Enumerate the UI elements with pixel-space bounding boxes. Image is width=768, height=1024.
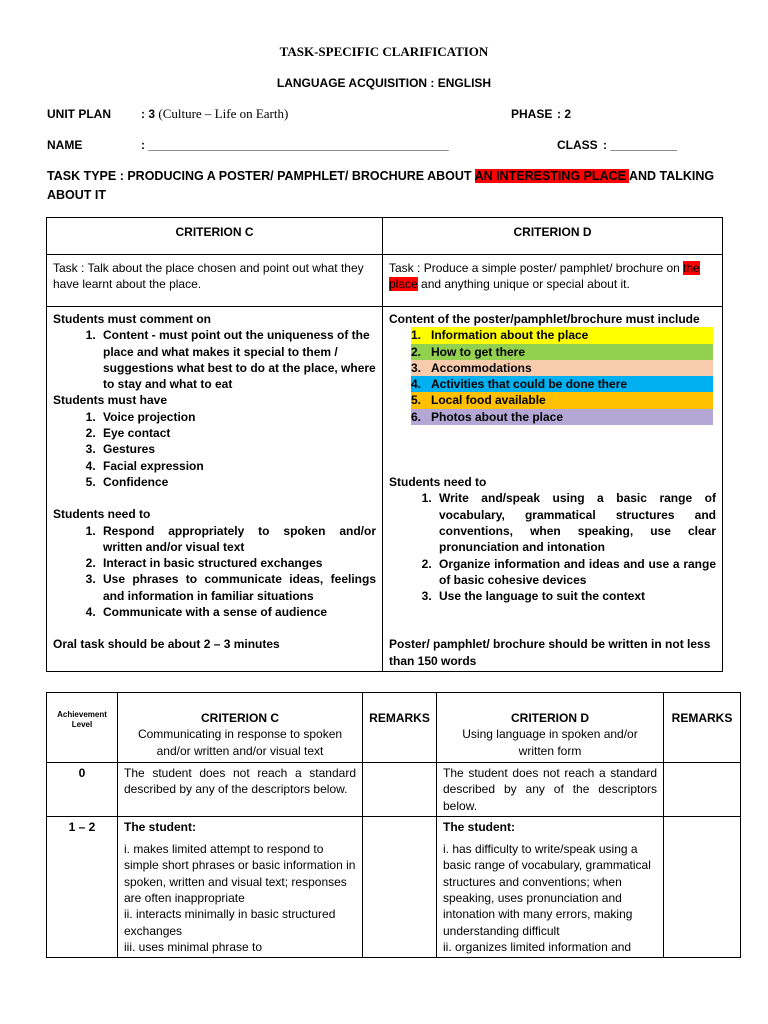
list-item: 5. Local food available (411, 392, 713, 408)
list-item: 2. Interact in basic structured exchanges (99, 555, 376, 571)
criteria-header-row (47, 218, 723, 255)
descriptor-item: i. has difficulty to write/speak using a basic range of vocabulary, grammatical structures and conventions; when speaking, uses pronunciation and intonation with many errors, making understanding difficult (443, 842, 651, 938)
task-type-suffix: AND TALKING ABOUT IT (47, 169, 715, 202)
criterion-c-header: CRITERION C (47, 218, 383, 255)
d-content-heading: Content of the poster/pamphlet/brochure must include (389, 312, 700, 326)
task-d-highlight: the place (389, 261, 700, 292)
list-item: 3. Use the language to suit the context (435, 588, 716, 604)
task-d-text: Produce a simple poster/ pamphlet/ brochure on (423, 261, 684, 275)
d-content-list (411, 327, 713, 425)
list-item: 4. Activities that could be done there (411, 376, 713, 392)
d-word-count: Poster/ pamphlet/ brochure should be written in not less than 150 words (389, 637, 711, 668)
criterion-c-description: Communicating in response to spoken and/or written and/or visual text (137, 727, 343, 758)
criterion-d-title: CRITERION D (511, 711, 589, 725)
list-item: 2. Eye contact (99, 425, 376, 441)
c-have-list (53, 409, 376, 490)
task-type (47, 167, 717, 205)
level-0-remarks-d (664, 763, 741, 817)
level-0: 0 (47, 763, 118, 817)
criterion-c-content (47, 307, 383, 672)
criterion-d-header: CRITERION D (383, 218, 723, 255)
criterion-d-description: Using language in spoken and/or written form (462, 727, 638, 758)
list-item: 5. Confidence (99, 474, 376, 490)
table-row (47, 816, 741, 957)
task-row (47, 255, 723, 307)
descriptor-item: i. makes limited attempt to respond to simple short phrases or basic information in spoken, written and visual text; responses are often inappropriate (124, 842, 356, 906)
class-label: CLASS (557, 138, 598, 152)
descriptor-item: ii. organizes limited information and (443, 939, 632, 954)
phase-label: PHASE (511, 107, 553, 121)
task-c-cell: Task : Talk about the place chosen and point out what they have learnt about the place. (47, 255, 383, 307)
criterion-c-column-header (118, 693, 363, 763)
c-must-comment-heading: Students must comment on (53, 312, 212, 326)
achievement-header-row (47, 693, 741, 763)
list-item: 1. Write and/speak using a basic range of vocabulary, grammatical structures and conventions, when speaking, use clear pronunciation and intonation (435, 490, 716, 555)
d-need-list (389, 490, 716, 604)
task-d-suffix: and anything unique or special about it. (417, 277, 630, 292)
list-item: 3. Use phrases to communicate ideas, feelings and information in familiar situations (99, 571, 376, 604)
criterion-d-column-header (437, 693, 664, 763)
c-need-to-heading: Students need to (53, 507, 151, 522)
unit-plan-text: (Culture – Life on Earth) (158, 106, 289, 121)
c-oral-duration: Oral task should be about 2 – 3 minutes (53, 637, 280, 652)
name-field: : _____________________________________________ (141, 138, 449, 152)
task-type-prefix: TASK TYPE : PRODUCING A POSTER/ PAMPHLET/ BROCHURE ABOUT (47, 169, 475, 183)
achievement-table (46, 692, 741, 958)
unit-plan-label: UNIT PLAN (47, 107, 111, 121)
descriptor-item: iii. uses minimal phrase to (124, 939, 263, 954)
unit-plan-value (141, 106, 288, 122)
level-1-2-criterion-d (437, 816, 664, 957)
list-item: 1. Respond appropriately to spoken and/or written and/or visual text (99, 523, 376, 556)
table-row (47, 763, 741, 817)
list-item: 1. Voice projection (99, 409, 376, 425)
c-comment-list (53, 327, 376, 392)
descriptor-item: ii. interacts minimally in basic structured exchanges (124, 907, 336, 938)
level-0-criterion-c: The student does not reach a standard described by any of the descriptors below. (118, 763, 363, 817)
phase-value: : 2 (557, 107, 572, 121)
list-item: 6. Photos about the place (411, 409, 713, 425)
level-1-2-remarks-c (363, 816, 437, 957)
document-subtitle: LANGUAGE ACQUISITION : ENGLISH (276, 76, 492, 90)
list-item: 2. Organize information and ideas and use a range of basic cohesive devices (435, 556, 716, 589)
achievement-level-header: Achievement Level (47, 693, 118, 763)
class-field: : __________ (603, 138, 678, 152)
level-1-2-remarks-d (664, 816, 741, 957)
level-1-2-criterion-c (118, 816, 363, 957)
task-d-cell (383, 255, 723, 307)
list-item: 1. Content - must point out the uniqueness of the place and what makes it special to them / suggestions what best to do at the place, where to stay and what to eat (99, 327, 376, 392)
c-need-list (53, 523, 376, 621)
criteria-table (46, 217, 723, 672)
remarks-header-d: REMARKS (664, 693, 741, 763)
list-item: 3. Accommodations (411, 360, 713, 376)
descriptor-intro: The student: (443, 819, 515, 834)
level-0-criterion-d: The student does not reach a standard described by any of the descriptors below. (437, 763, 664, 817)
descriptor-intro: The student: (124, 819, 196, 834)
document-title: TASK-SPECIFIC CLARIFICATION (279, 44, 489, 59)
list-item: 3. Gestures (99, 441, 376, 457)
level-0-remarks-c (363, 763, 437, 817)
list-item: 2. How to get there (411, 344, 713, 360)
name-label: NAME (47, 138, 83, 152)
criterion-d-content (383, 307, 723, 672)
list-item: 4. Facial expression (99, 458, 376, 474)
unit-plan-number: : 3 (141, 107, 156, 121)
level-1-2: 1 – 2 (47, 816, 118, 957)
list-item: 4. Communicate with a sense of audience (99, 604, 376, 620)
criterion-c-title: CRITERION C (201, 711, 279, 725)
remarks-header-c: REMARKS (363, 693, 437, 763)
list-item: 1. Information about the place (411, 327, 713, 343)
task-type-highlight: AN INTERESTING PLACE (474, 169, 629, 183)
d-need-to-heading: Students need to (389, 475, 487, 490)
task-d-prefix: Task : (389, 261, 424, 275)
c-must-have-heading: Students must have (53, 393, 168, 408)
content-row (47, 307, 723, 672)
